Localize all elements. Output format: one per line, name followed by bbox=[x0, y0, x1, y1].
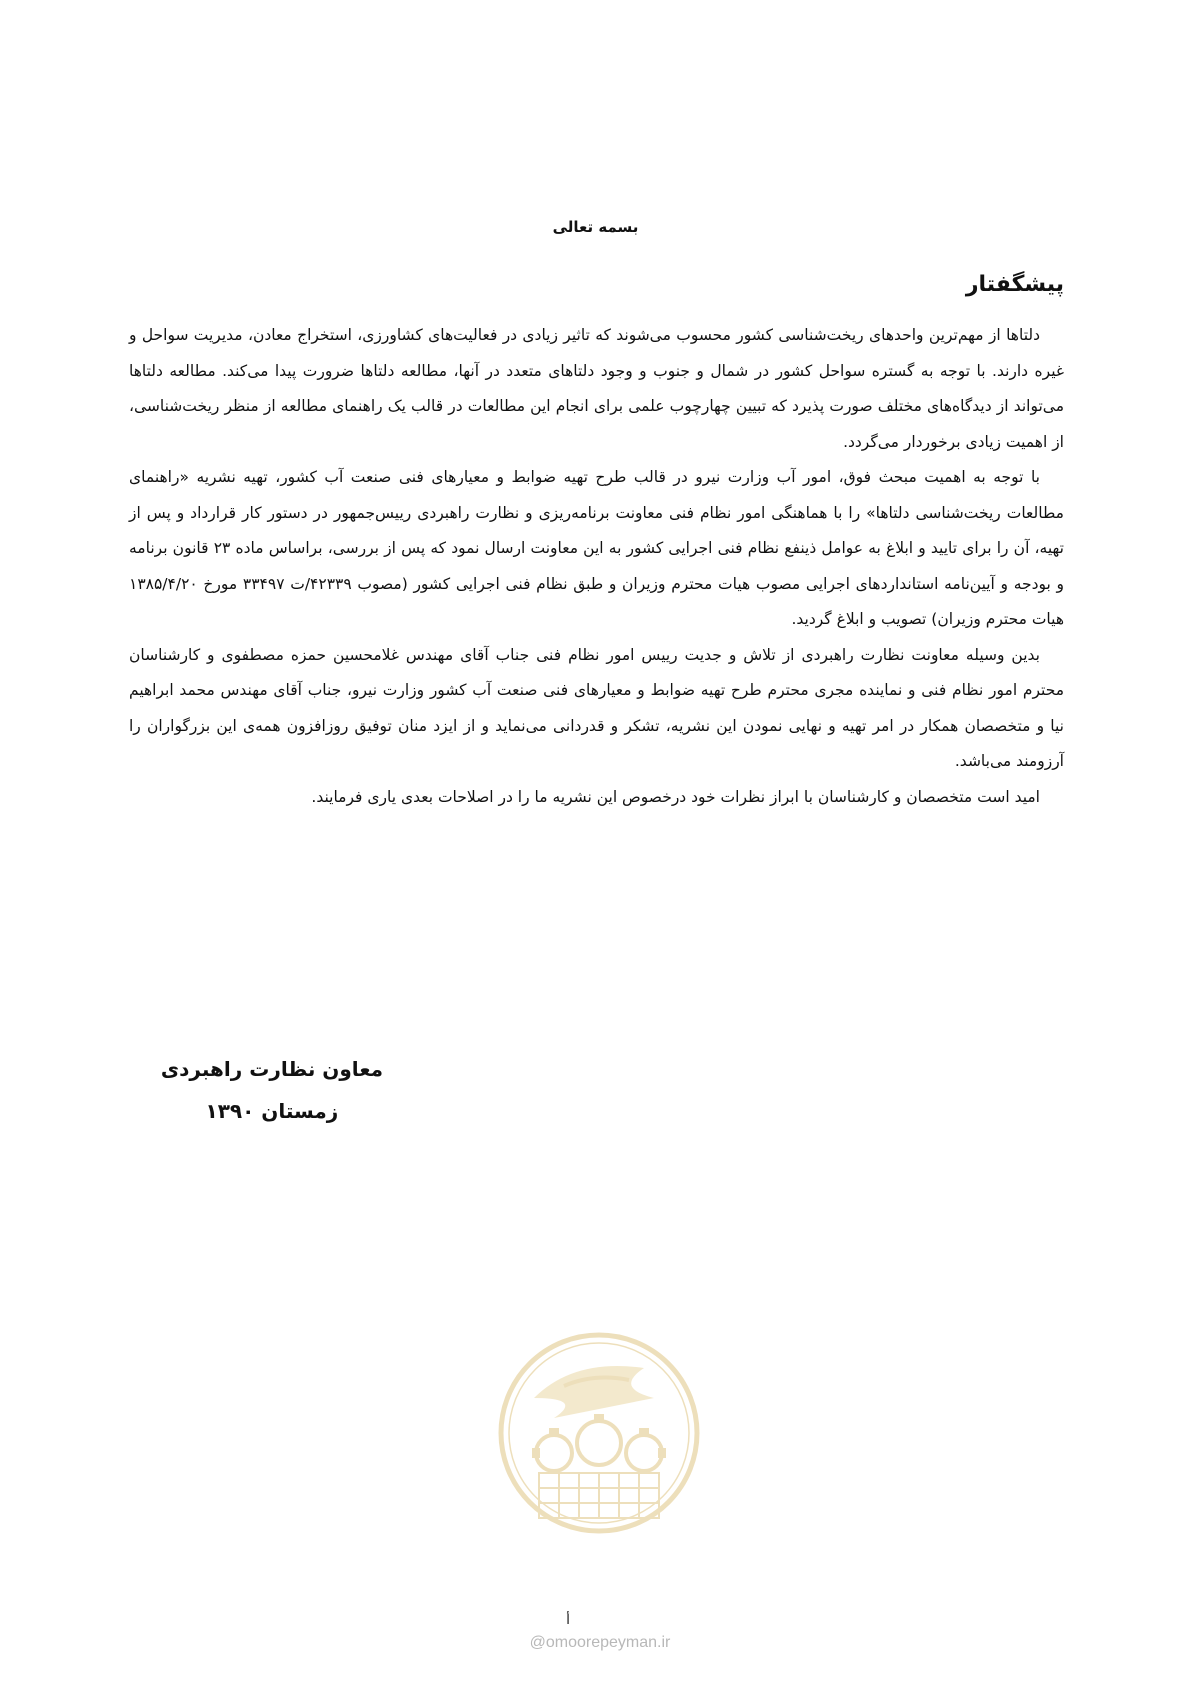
signature-block bbox=[161, 1048, 383, 1132]
signature-date: زمستان ۱۳۹۰ bbox=[205, 1099, 339, 1123]
paragraph-2: با توجه به اهمیت مبحث فوق، امور آب وزارت نیرو در قالب طرح تهیه ضوابط و معیارهای فنی صنعت آب کشور، تهیه نشریه «راهنمای مطالعات ریخت‌شناسی دلتاها» را با هماهنگی امور نظام فنی معاونت برنامه‌ریزی و نظارت راهبردی رییس‌جمهور در دستور کار قرارداد و پس از تهیه، آن را برای تایید و ابلاغ به عوامل ذینفع نظام فنی اجرایی کشور به این معاونت ارسال نمود که پس از بررسی، براساس ماده ۲۳ قانون برنامه و بودجه و آیین‌نامه استانداردهای اجرایی مصوب هیات محترم وزیران و طبق نظام فنی اجرایی کشور (مصوب ۴۲۳۳۹/ت ۳۳۴۹۷ مورخ ۱۳۸۵/۴/۲۰ هیات محترم وزیران) تصویب و ابلاغ گردید. bbox=[129, 468, 1064, 628]
paragraph-1: دلتاها از مهم‌ترین واحدهای ریخت‌شناسی کشور محسوب می‌شوند که تاثیر زیادی در فعالیت‌های کشاورزی، استخراج معادن، مدیریت سواحل و غیره دارند. با توجه به گستره سواحل کشور در شمال و جنوب و وجود دلتاهای متعدد در آنها، مطالعه دلتاها ضرورت پیدا می‌کند. مطالعه دلتاها می‌تواند از دیدگاه‌های مختلف صورت پذیرد که تبیین چهارچوب علمی برای انجام این مطالعات در قالب یک راهنمای مطالعه از منظر ریخت‌شناسی، از اهمیت زیادی برخوردار می‌گردد. bbox=[129, 326, 1064, 451]
paragraph-4: امید است متخصصان و کارشناسان با ابراز نظرات خود درخصوص این نشریه ما را در اصلاحات بعدی یاری فرمایند. bbox=[311, 787, 1040, 806]
signature-title: معاون نظارت راهبردی bbox=[160, 1057, 383, 1081]
basmala: بسمه تعالی bbox=[552, 218, 639, 236]
preface-body bbox=[129, 318, 1064, 815]
gear-scales-logo-icon bbox=[494, 1328, 704, 1538]
page-number: أ bbox=[566, 1613, 570, 1628]
paragraph-3: بدین وسیله معاونت نظارت راهبردی از تلاش و جدیت رییس امور نظام فنی جناب آقای مهندس غلامحسین حمزه مصطفوی و کارشناسان محترم امور نظام فنی و نماینده مجری محترم طرح تهیه ضوابط و معیارهای فنی صنعت آب کشور وزارت نیرو، جناب آقای مهندس محمد ابراهیم نیا و متخصصان همکار در امر تهیه و نهایی نمودن این نشریه، تشکر و قدردانی می‌نماید و از ایزد منان توفیق روزافزون همه‌ی این بزرگواران را آرزومند می‌باشد. bbox=[129, 645, 1064, 770]
preface-heading: پیشگفتار bbox=[965, 272, 1064, 297]
watermark-site: @omoorepeyman.ir bbox=[529, 1634, 671, 1651]
